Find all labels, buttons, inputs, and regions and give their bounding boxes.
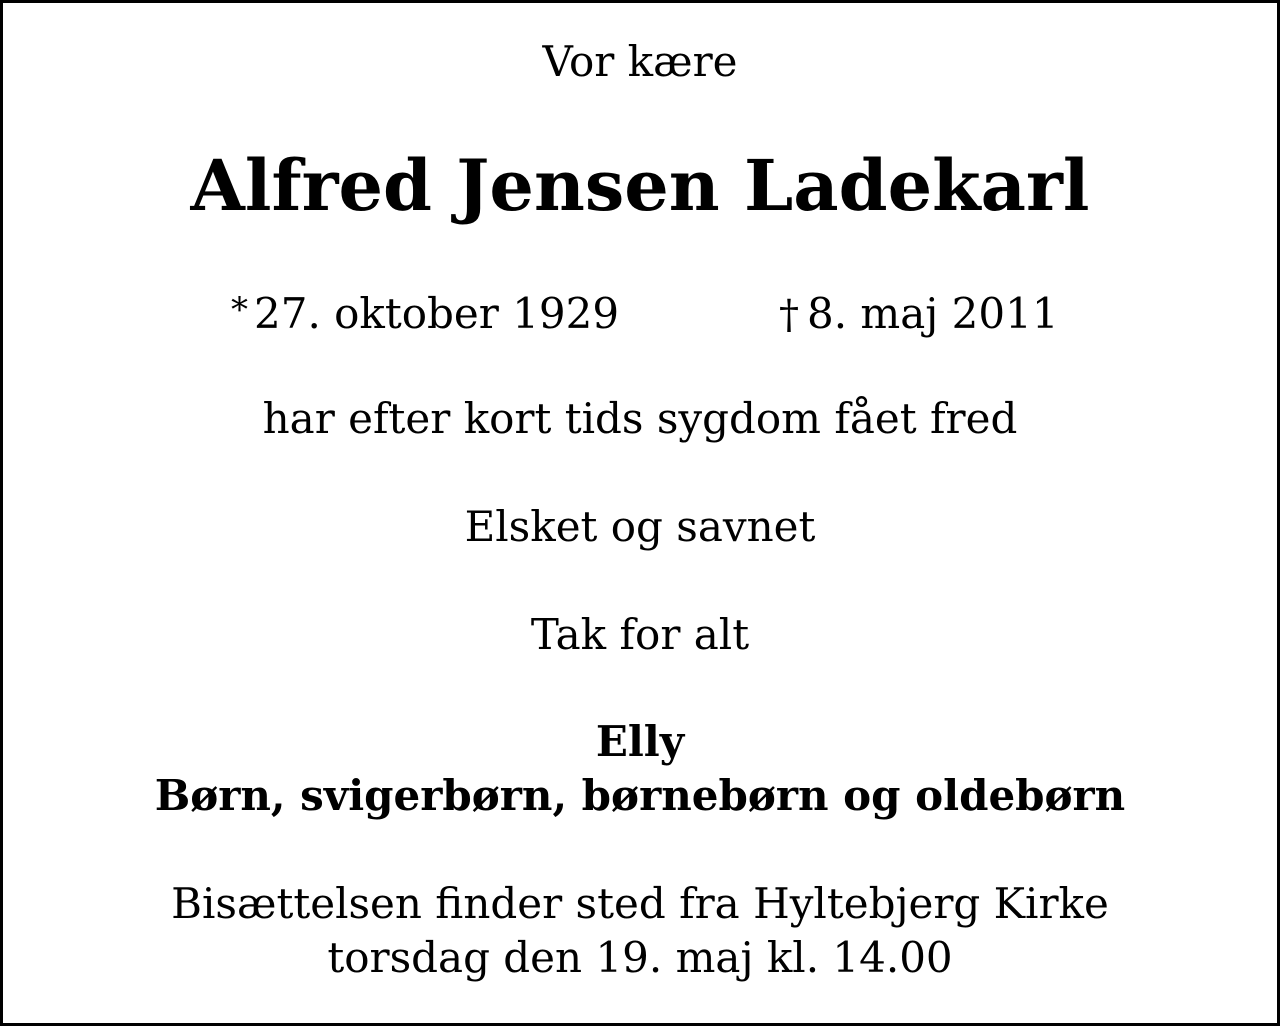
message-line: Tak for alt xyxy=(530,610,750,659)
birth-asterisk-icon: * xyxy=(231,290,248,330)
birth-date xyxy=(231,289,620,338)
birth-date-text: 27. oktober 1929 xyxy=(254,289,620,338)
intro-text: Vor kære xyxy=(542,37,738,86)
signature-line: Elly xyxy=(595,717,685,766)
life-dates xyxy=(3,289,1277,343)
death-date xyxy=(779,289,1059,338)
funeral-info-line: torsdag den 19. maj kl. 14.00 xyxy=(327,933,953,982)
death-date-text: 8. maj 2011 xyxy=(807,289,1059,338)
cross-icon: † xyxy=(779,292,799,338)
deceased-name: Alfred Jensen Ladekarl xyxy=(190,144,1090,227)
funeral-info-line: Bisættelsen finder sted fra Hyltebjerg Kirke xyxy=(171,879,1109,928)
message-line: har efter kort tids sygdom fået fred xyxy=(262,394,1018,443)
signature-line: Børn, svigerbørn, børnebørn og oldebørn xyxy=(154,771,1126,820)
message-line: Elsket og savnet xyxy=(464,502,816,551)
